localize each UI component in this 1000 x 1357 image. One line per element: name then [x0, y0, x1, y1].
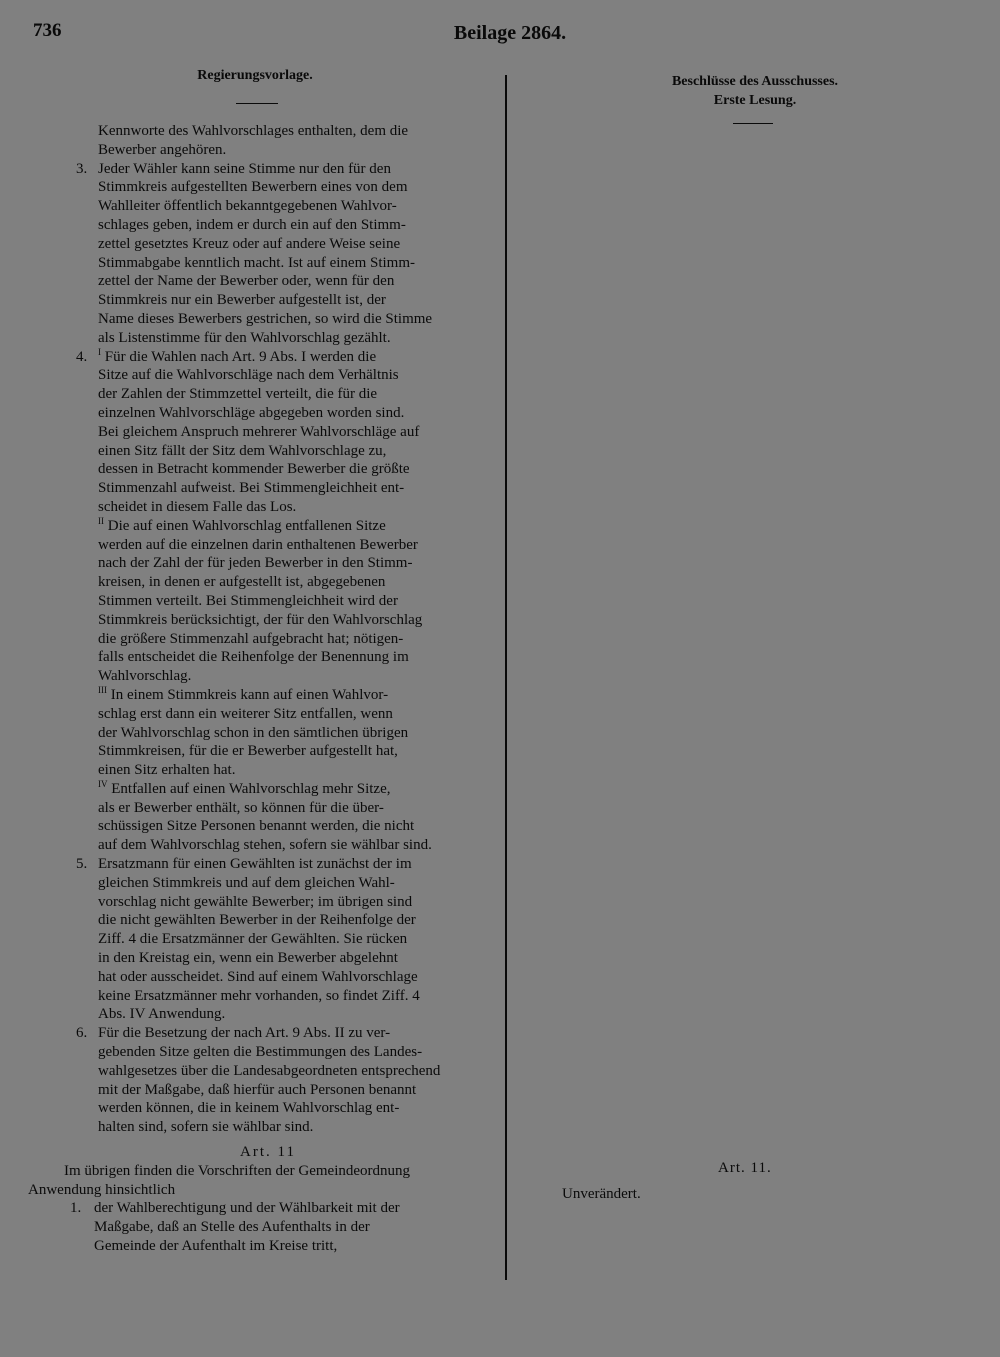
text-line: einzelnen Wahlvorschläge abgegeben worden sind.: [98, 404, 405, 421]
text-line: Für die Wahlen nach Art. 9 Abs. I werden die: [104, 348, 377, 365]
item-number: 4.: [76, 348, 88, 365]
left-column-heading: Regierungsvorlage.: [197, 68, 313, 83]
text-line: Maßgabe, daß an Stelle des Aufenthalts in der: [94, 1219, 370, 1236]
text-line: die größere Stimmenzahl aufgebracht hat; nötigen-: [98, 630, 404, 647]
paragraph-iii: [28, 686, 488, 705]
text-line: schlages geben, indem er durch ein auf den Stimm-: [98, 216, 406, 233]
text-line: Bewerber angehören.: [98, 141, 227, 158]
paragraph-mark: I: [98, 347, 101, 357]
left-column-body: [28, 122, 488, 1256]
art11-item-1: [28, 1199, 488, 1218]
item-4: [28, 348, 488, 367]
item-number: 5.: [76, 856, 88, 873]
text-line: die nicht gewählten Bewerber in der Reihenfolge der: [98, 912, 416, 929]
text-line: Stimmen verteilt. Bei Stimmengleichheit wird der: [98, 592, 398, 609]
text-line: auf dem Wahlvorschlag stehen, sofern sie wählbar sind.: [98, 837, 432, 854]
text-line: der Wahlvorschlag schon in den sämtlichen übrigen: [98, 724, 409, 741]
text-line: In einem Stimmkreis kann auf einen Wahlvor-: [110, 686, 389, 703]
text-line: Bei gleichem Anspruch mehrerer Wahlvorschläge auf: [98, 423, 420, 440]
text-line: mit der Maßgabe, daß hierfür auch Personen benannt: [98, 1081, 417, 1098]
paragraph-iv: [28, 780, 488, 799]
page-header-title: Beilage 2864.: [453, 22, 567, 44]
item-6: [28, 1024, 488, 1043]
text-line: Entfallen auf einen Wahlvorschlag mehr Sitze,: [111, 780, 391, 797]
text-line: Ersatzmann für einen Gewählten ist zunächst der im: [98, 856, 412, 873]
text-line: schüssigen Sitze Personen benannt werden, die nicht: [98, 818, 415, 835]
item-5: [28, 855, 488, 874]
paragraph-mark: III: [98, 685, 107, 695]
text-line: in den Kreistag ein, wenn ein Bewerber abgelehnt: [98, 950, 398, 967]
text-line: Die auf einen Wahlvorschlag entfallenen Sitze: [107, 517, 386, 534]
left-heading-rule: [236, 103, 278, 104]
right-article-11-heading: Art. 11.: [718, 1160, 772, 1176]
text-line: Für die Besetzung der nach Art. 9 Abs. II zu ver-: [98, 1025, 391, 1042]
text-line: kreisen, in denen er aufgestellt ist, abgegebenen: [98, 574, 386, 591]
right-column-heading: [640, 72, 870, 110]
item-number: 1.: [70, 1200, 82, 1217]
paragraph-mark: II: [98, 516, 104, 526]
right-heading-line-1: Beschlüsse des Ausschusses.: [671, 74, 839, 89]
text-line: Wahlvorschlag.: [98, 668, 192, 685]
text-line: gebenden Sitze gelten die Bestimmungen des Landes-: [98, 1044, 423, 1061]
text-line: Jeder Wähler kann seine Stimme nur den für den: [98, 160, 391, 177]
text-line: Wahlleiter öffentlich bekanntgegebenen Wahlvor-: [98, 198, 397, 215]
item-number: 6.: [76, 1025, 88, 1042]
text-line: scheidet in diesem Falle das Los.: [98, 498, 297, 515]
text-line: falls entscheidet die Reihenfolge der Benennung im: [98, 649, 409, 666]
text-line: Stimmkreis nur ein Bewerber aufgestellt ist, der: [98, 292, 386, 309]
text-line: Stimmkreis berücksichtigt, der für den Wahlvorschlag: [98, 611, 423, 628]
right-article-11-text: Unverändert.: [562, 1186, 641, 1202]
text-line: Stimmkreis aufgestellten Bewerbern eines von dem: [98, 179, 408, 196]
text-line: wahlgesetzes über die Landesabgeordneten entsprechend: [98, 1062, 441, 1079]
right-heading-line-2: Erste Lesung.: [713, 93, 797, 108]
text-line: Stimmabgabe kenntlich macht. Ist auf einem Stimm-: [98, 254, 416, 271]
text-line: Stimmenzahl aufweist. Bei Stimmengleichheit ent-: [98, 480, 405, 497]
text-line: Gemeinde der Aufenthalt im Kreise tritt,: [94, 1238, 338, 1255]
text-line: Abs. IV Anwendung.: [98, 1006, 226, 1023]
text-line: Sitze auf die Wahlvorschläge nach dem Verhältnis: [98, 367, 399, 384]
text-line: der Wahlberechtigung und der Wählbarkeit mit der: [94, 1200, 400, 1217]
text-line: halten sind, sofern sie wählbar sind.: [98, 1119, 314, 1136]
text-line: werden können, die in keinem Wahlvorschlag ent-: [98, 1100, 400, 1117]
text-line: nach der Zahl der für jeden Bewerber in den Stimm-: [98, 555, 413, 572]
text-line: der Zahlen der Stimmzettel verteilt, die für die: [98, 386, 378, 403]
text-line: Ziff. 4 die Ersatzmänner der Gewählten. Sie rücken: [98, 931, 408, 948]
text-line: als Listenstimme für den Wahlvorschlag gezählt.: [98, 329, 391, 346]
text-line: hat oder ausscheidet. Sind auf einem Wahlvorschlage: [98, 968, 418, 985]
right-heading-rule: [733, 123, 773, 124]
text-line: Im übrigen finden die Vorschriften der Gemeindeordnung: [64, 1162, 411, 1179]
text-line: vorschlag nicht gewählte Bewerber; im übrigen sind: [98, 893, 413, 910]
article-11-heading: Art. 11: [240, 1144, 296, 1161]
paragraph-mark: IV: [98, 779, 108, 789]
text-line: zettel der Name der Bewerber oder, wenn für den: [98, 273, 395, 290]
item-3: [28, 160, 488, 179]
text-line: schlag erst dann ein weiterer Sitz entfallen, wenn: [98, 705, 393, 722]
text-line: Anwendung hinsichtlich: [28, 1181, 176, 1198]
text-line: Name dieses Bewerbers gestrichen, so wird die Stimme: [98, 310, 433, 327]
text-line: gleichen Stimmkreis und auf dem gleichen Wahl-: [98, 874, 395, 891]
text-line: als er Bewerber enthält, so können für die über-: [98, 799, 384, 816]
text-line: Stimmkreisen, für die er Bewerber aufgestellt hat,: [98, 743, 398, 760]
item-number: 3.: [76, 160, 88, 177]
text-line: zettel gesetztes Kreuz oder auf andere Weise seine: [98, 235, 401, 252]
paragraph-ii: [28, 517, 488, 536]
text-line: keine Ersatzmänner mehr vorhanden, so findet Ziff. 4: [98, 987, 420, 1004]
text-line: einen Sitz fällt der Sitz dem Wahlvorschlage zu,: [98, 442, 387, 459]
text-line: einen Sitz erhalten hat.: [98, 762, 236, 779]
page-number: 736: [33, 20, 62, 41]
column-divider: [505, 75, 507, 1280]
text-line: werden auf die einzelnen darin enthaltenen Bewerber: [98, 536, 418, 553]
text-line: Kennworte des Wahlvorschlages enthalten, dem die: [98, 123, 409, 139]
text-line: dessen in Betracht kommender Bewerber die größte: [98, 461, 410, 478]
